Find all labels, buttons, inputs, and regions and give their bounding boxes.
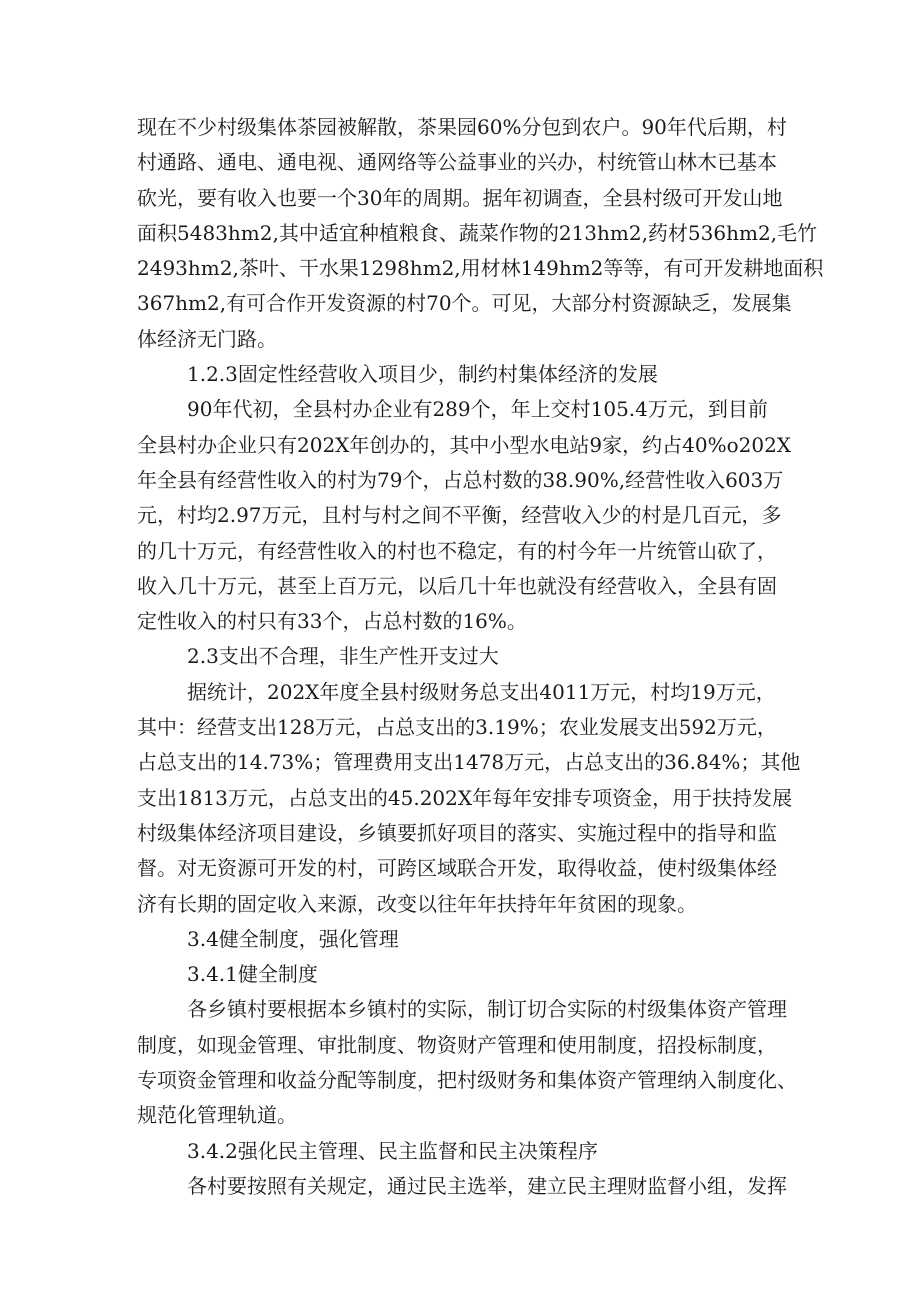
text-line: 督。对无资源可开发的村，可跨区域联合开发，取得收益，使村级集体经 (137, 856, 777, 881)
text-line: 面积5483hm2,其中适宜种植粮食、蔬菜作物的213hm2,药材536hm2,毛竹 (137, 220, 818, 245)
text-line: 专项资金管理和收益分配等制度，把村级财务和集体资产管理纳入制度化、 (137, 1068, 797, 1093)
text-line: 村级集体经济项目建设，乡镇要抓好项目的落实、实施过程中的指导和监 (137, 820, 777, 845)
document-body (137, 110, 824, 1204)
text-line: 各村要按照有关规定，通过民主选举，建立民主理财监督小组，发挥 (187, 1173, 787, 1198)
text-line: 砍光，要有收入也要一个30年的周期。据年初调查，全县村级可开发山地 (137, 185, 783, 210)
text-line: 济有长期的固定收入来源，改变以往年年扶持年年贫困的现象。 (137, 891, 697, 916)
text-line: 367hm2,有可合作开发资源的村70个。可见，大部分村资源缺乏，发展集 (137, 291, 792, 316)
text-line: 村通路、通电、通电视、通网络等公益事业的兴办，村统管山林木已基本 (137, 150, 777, 175)
text-line: 各乡镇村要根据本乡镇村的实际，制订切合实际的村级集体资产管理 (187, 997, 787, 1022)
text-line: 的几十万元，有经营性收入的村也不稳定，有的村今年一片统管山砍了， (137, 538, 777, 563)
text-line: 90年代初，全县村办企业有289个，年上交村105.4万元，到目前 (187, 397, 768, 422)
text-line: 现在不少村级集体茶园被解散，茶果园60%分包到农户。90年代后期，村 (137, 115, 787, 139)
text-line: 支出1813万元，占总支出的45.202X年每年安排专项资金，用于扶持发展 (137, 785, 793, 810)
text-line: 3.4.1健全制度 (187, 962, 318, 987)
text-line: 收入几十万元，甚至上百万元，以后几十年也就没有经营收入，全县有固 (137, 573, 777, 598)
text-line: 据统计，202X年度全县村级财务总支出4011万元，村均19万元， (187, 679, 776, 704)
text-line: 定性收入的村只有33个，占总村数的16%。 (137, 609, 527, 634)
text-line: 规范化管理轨道。 (137, 1103, 297, 1128)
text-line: 其中：经营支出128万元，占总支出的3.19%；农业发展支出592万元， (137, 715, 777, 740)
text-line: 体经济无门路。 (137, 326, 277, 351)
text-line: 3.4健全制度，强化管理 (187, 926, 399, 951)
text-line: 全县村办企业只有202X年创办的，其中小型水电站9家，约占40%o202X (137, 432, 792, 457)
text-line: 制度，如现金管理、审批制度、物资财产管理和使用制度，招投标制度， (137, 1032, 777, 1057)
text-line: 3.4.2强化民主管理、民主监督和民主决策程序 (187, 1138, 598, 1163)
text-line: 占总支出的14.73%；管理费用支出1478万元，占总支出的36.84%；其他 (137, 750, 801, 775)
text-line: 2.3支出不合理，非生产性开支过大 (187, 644, 499, 669)
text-line: 2493hm2,茶叶、干水果1298hm2,用材林149hm2等等，有可开发耕地面积 (137, 256, 824, 281)
text-line: 元，村均2.97万元，且村与村之间不平衡，经营收入少的村是几百元，多 (137, 503, 782, 528)
text-line: 年全县有经营性收入的村为79个，占总村数的38.90%,经营性收入603万 (137, 467, 784, 492)
text-line: 1.2.3固定性经营收入项目少，制约村集体经济的发展 (187, 362, 658, 387)
